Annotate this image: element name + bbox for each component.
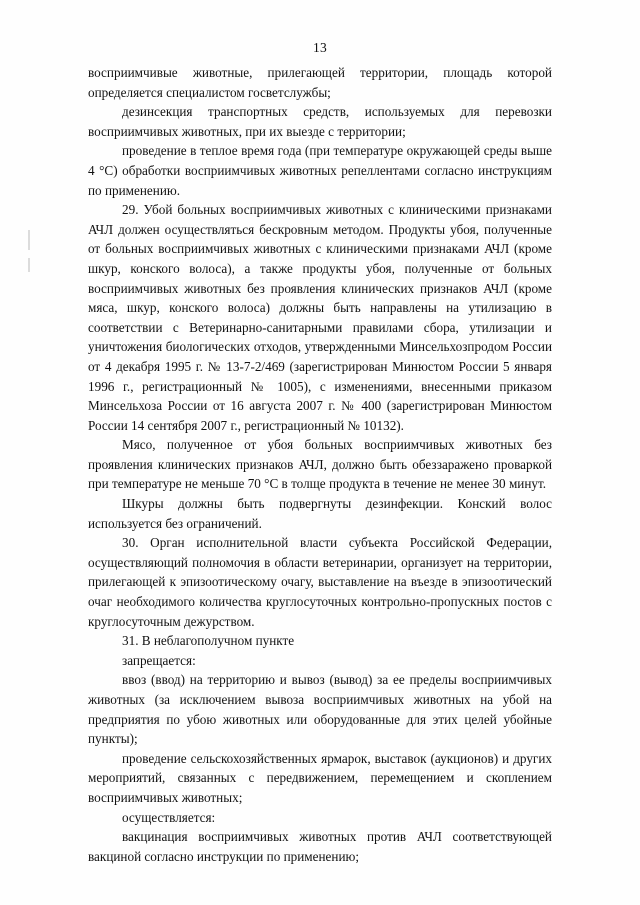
document-body <box>88 63 552 866</box>
paragraph: 30. Орган исполнительной власти субъекта Российской Федерации, осуществляющий полномочия в области ветеринарии, организует на территории, прилегающей к эпизоотическому очагу, выставление на въезде в эпизоотический очаг необходимого количества круглосуточных контрольно-пропускных постов с круглосуточным дежурством. <box>88 535 552 629</box>
paragraph: проведение сельскохозяйственных ярмарок, выставок (аукционов) и других мероприятий, связанных с передвижением, перемещением и скоплением восприимчивых животных; <box>88 750 552 805</box>
paragraph: запрещается: <box>122 652 196 668</box>
paragraph: ввоз (ввод) на территорию и вывоз (вывод) за ее пределы восприимчивых животных (за исключением вывоза восприимчивых животных на убой на предприятия по убою животных или оборудованные для этих целей убойные пункты); <box>88 672 552 747</box>
paragraph: вакцинация восприимчивых животных против АЧЛ соответствующей вакциной согласно инструкции по применению; <box>88 829 552 864</box>
margin-mark <box>28 258 30 272</box>
paragraph: Шкуры должны быть подвергнуты дезинфекции. Конский волос используется без ограничений. <box>88 496 552 531</box>
paragraph: осуществляется: <box>122 809 216 825</box>
margin-mark <box>28 230 30 250</box>
paragraph: 31. В неблагополучном пункте <box>122 633 295 649</box>
paragraph: дезинсекция транспортных средств, используемых для перевозки восприимчивых животных, при их выезде с территории; <box>88 104 552 139</box>
paragraph: Мясо, полученное от убоя больных восприимчивых животных без проявления клинических признаков АЧЛ, должно быть обеззаражено проваркой при температуре не меньше 70 °C в толще продукта в течение не менее 30 минут. <box>88 437 552 492</box>
paragraph: 29. Убой больных восприимчивых животных с клиническими признаками АЧЛ должен осуществляться бескровным методом. Продукты убоя, полученные от больных восприимчивых животных с клиническими признаками АЧЛ (кроме шкур, конского волоса), а также продукты убоя, полученные от больных восприимчивых животных без проявления клинических признаков АЧЛ (кроме мяса, шкур, конского волоса) должны быть направлены на утилизацию в соответствии с Ветеринарно-санитарными правилами сбора, утилизации и уничтожения биологических отходов, утвержденными Минсельхозпродом России от 4 декабря 1995 г. № 13-7-2/469 (зарегистрирован Минюстом России 5 января 1996 г., регистрационный № 1005), с изменениями, внесенными приказом Минсельхоза России от 16 августа 2007 г. № 400 (зарегистрирован Минюстом России 14 сентября 2007 г., регистрационный № 10132). <box>88 202 552 433</box>
paragraph: проведение в теплое время года (при температуре окружающей среды выше 4 °C) обработки восприимчивых животных репеллентами согласно инструкциям по применению. <box>88 143 552 198</box>
paragraph: восприимчивые животные, прилегающей территории, площадь которой определяется специалистом госветслужбы; <box>88 65 552 100</box>
page-number: 13 <box>313 40 327 55</box>
